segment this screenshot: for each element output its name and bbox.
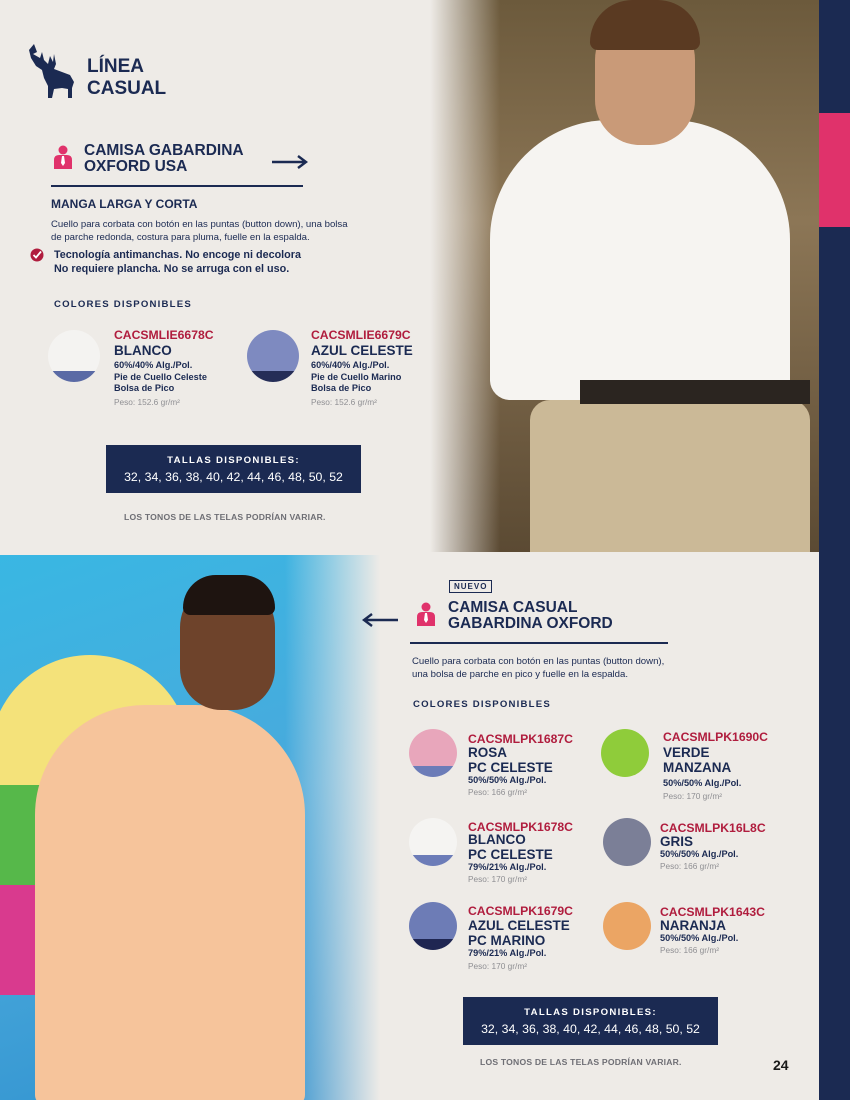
product-title: CAMISA GABARDINA OXFORD USA [84, 142, 244, 175]
tone-disclaimer: LOS TONOS DE LAS TELAS PODRÍAN VARIAR. [124, 512, 326, 522]
fabric-weight: Peso: 170 gr/m² [468, 961, 528, 971]
color-name: ROSA PC CELESTE [468, 745, 553, 775]
page-number: 24 [773, 1057, 789, 1073]
fabric-weight: Peso: 170 gr/m² [663, 791, 723, 801]
fabric-weight: Peso: 170 gr/m² [468, 874, 528, 884]
fabric-composition: 50%/50% Alg./Pol. [663, 778, 742, 788]
divider [410, 642, 668, 644]
arrow-left-icon [362, 613, 398, 627]
fabric-weight: Peso: 166 gr/m² [468, 787, 528, 797]
product-code: CACSMLIE6679C [311, 328, 411, 342]
new-badge: NUEVO [449, 580, 492, 593]
arrow-right-icon [272, 155, 308, 169]
fabric-swatch-azul-celeste-pc-marino [409, 902, 457, 950]
color-name: VERDE MANZANA [663, 745, 732, 775]
colors-label: COLORES DISPONIBLES [413, 699, 551, 710]
fabric-swatch-naranja [603, 902, 651, 950]
fabric-details: 60%/40% Alg./Pol. Pie de Cuello Celeste Bolsa de Pico [114, 360, 207, 393]
technology-features: Tecnología antimanchas. No encoge ni decolora No requiere plancha. No se arruga con el uso. [54, 249, 301, 275]
fabric-swatch-verde-manzana [601, 729, 649, 777]
sizes-list: 32, 34, 36, 38, 40, 42, 44, 46, 48, 50, 52 [481, 1022, 700, 1036]
color-name: BLANCO PC CELESTE [468, 832, 553, 862]
color-name: AZUL CELESTE [311, 343, 413, 358]
deer-icon [28, 42, 76, 100]
fabric-weight: Peso: 166 gr/m² [660, 945, 720, 955]
product-code: CACSMLPK1687C [468, 732, 573, 746]
sizes-title: TALLAS DISPONIBLES: [524, 1007, 657, 1018]
product-code: CACSMLIE6678C [114, 328, 214, 342]
fabric-composition: 50%/50% Alg./Pol. [660, 849, 739, 859]
edge-accent [819, 113, 850, 227]
sizes-box [463, 997, 718, 1045]
fabric-swatch-azul-celeste [247, 330, 299, 382]
fabric-weight: Peso: 152.6 gr/m² [114, 397, 180, 407]
fabric-composition: 79%/21% Alg./Pol. [468, 862, 547, 872]
product-description: Cuello para corbata con botón en las puntas (button down), una bolsa de parche redonda, costura para pluma, fuelle en la espalda. [51, 219, 348, 243]
fabric-weight: Peso: 166 gr/m² [660, 861, 720, 871]
color-name: AZUL CELESTE PC MARINO [468, 918, 570, 948]
sizes-list: 32, 34, 36, 38, 40, 42, 44, 46, 48, 50, 52 [124, 470, 343, 484]
model-photo-oxford-usa [430, 0, 819, 552]
color-name: GRIS [660, 834, 694, 849]
fabric-composition: 50%/50% Alg./Pol. [468, 775, 547, 785]
person-icon [416, 602, 436, 626]
product-code: CACSMLPK1678C [468, 820, 573, 834]
product-code: CACSMLPK1679C [468, 904, 573, 918]
color-name: NARANJA [660, 918, 727, 933]
fabric-swatch-gris [603, 818, 651, 866]
product-code: CACSMLPK16L8C [660, 821, 766, 835]
product-code: CACSMLPK1643C [660, 905, 765, 919]
color-name: BLANCO [114, 343, 172, 358]
product-code: CACSMLPK1690C [663, 730, 768, 744]
brand-title: LÍNEA CASUAL [87, 56, 167, 99]
sleeve-subhead: MANGA LARGA Y CORTA [51, 197, 198, 211]
fabric-swatch-blanco-pc-celeste [409, 818, 457, 866]
sizes-box [106, 445, 361, 493]
tone-disclaimer: LOS TONOS DE LAS TELAS PODRÍAN VARIAR. [480, 1057, 682, 1067]
fabric-weight: Peso: 152.6 gr/m² [311, 397, 377, 407]
divider [51, 185, 303, 187]
person-icon [53, 145, 73, 169]
colors-label: COLORES DISPONIBLES [54, 299, 192, 310]
check-icon [30, 248, 44, 262]
model-photo-casual-oxford [0, 555, 380, 1100]
product-description: Cuello para corbata con botón en las puntas (button down), una bolsa de parche en pico y fuelle en la espalda. [412, 656, 665, 680]
fabric-composition: 79%/21% Alg./Pol. [468, 948, 547, 958]
fabric-swatch-blanco [48, 330, 100, 382]
product-title: CAMISA CASUAL GABARDINA OXFORD [448, 599, 613, 632]
fabric-swatch-rosa [409, 729, 457, 777]
fabric-details: 60%/40% Alg./Pol. Pie de Cuello Marino Bolsa de Pico [311, 360, 402, 393]
fabric-composition: 50%/50% Alg./Pol. [660, 933, 739, 943]
sizes-title: TALLAS DISPONIBLES: [167, 455, 300, 466]
